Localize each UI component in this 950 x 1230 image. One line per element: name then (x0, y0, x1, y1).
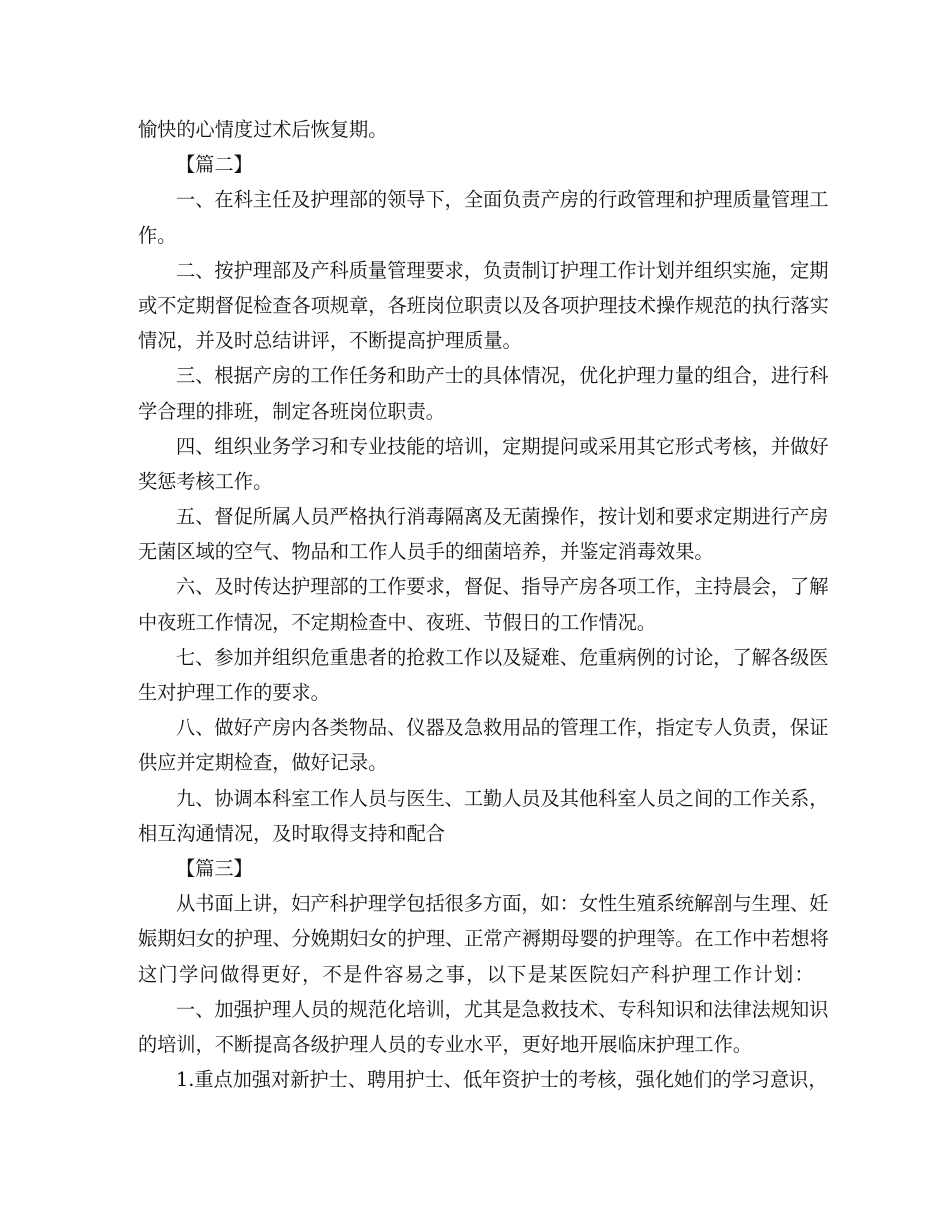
text-line: 五 、 督 促 所 属 人 员 严 格 执 行 消 毒 隔 离 及 无 菌 操 作 ， 按 计 划 和 要 求 定 期 进 行 产 房 (176, 505, 829, 529)
text-line: 七 、 参 加 并 组 织 危 重 患 者 的 抢 救 工 作 以 及 疑 难 、 危 重 病 例 的 讨 论 ， 了 解 各 级 医 (176, 645, 829, 669)
text-line: 【篇二】 (176, 153, 253, 177)
text-line: 四 、 组 织 业 务 学 习 和 专 业 技 能 的 培 训 ， 定 期 提 问 或 采 用 其 它 形 式 考 核 ， 并 做 好 (176, 434, 829, 458)
text-line: 八 、 做 好 产 房 内 各 类 物 品 、 仪 器 及 急 救 用 品 的 管 理 工 作 ， 指 定 专 人 负 责 ， 保 证 (176, 716, 829, 740)
text-line: 这 门 学 问 做 得 更 好 ， 不 是 件 容 易 之 事 ， 以 下 是 某 医 院 妇 产 科 护 理 工 作 计 划 ： (138, 962, 814, 986)
text-line: 二 、 按 护 理 部 及 产 科 质 量 管 理 要 求 ， 负 责 制 订 护 理 工 作 计 划 并 组 织 实 施 ， 定 期 (176, 258, 829, 282)
text-line: 生对护理工作的要求。 (138, 681, 330, 704)
text-line: 中夜班工作情况，不定期检查中、夜班、节假日的工作情况。 (138, 610, 657, 634)
text-line: 娠 期 妇 女 的 护 理 、 分 娩 期 妇 女 的 护 理 、 正 常 产 褥 期 母 婴 的 护 理 等 。 在 工 作 中 若 想 将 (138, 927, 829, 951)
text-line: 六 、 及 时 传 达 护 理 部 的 工 作 要 求 ， 督 促 、 指 导 产 房 各 项 工 作 ， 主 持 晨 会 ， 了 解 (176, 575, 829, 599)
text-line: 愉快的心情度过术后恢复期。 (138, 118, 388, 141)
text-line: 三 、 根 据 产 房 的 工 作 任 务 和 助 产 士 的 具 体 情 况 ， 优 化 护 理 力 量 的 组 合 ， 进 行 科 (176, 364, 829, 388)
text-line: 或 不 定 期 督 促 检 查 各 项 规 章 ， 各 班 岗 位 职 责 以 及 各 项 护 理 技 术 操 作 规 范 的 执 行 落 实 (138, 293, 829, 317)
text-line: 无菌区域的空气、物品和工作人员手的细菌培养，并鉴定消毒效果。 (138, 540, 714, 564)
text-line: 【篇三】 (176, 856, 253, 880)
text-line: 从 书 面 上 讲 ， 妇 产 科 护 理 学 包 括 很 多 方 面 ， 如 ： 女 性 生 殖 系 统 解 剖 与 生 理 、 妊 (176, 892, 829, 916)
text-line: 相互沟通情况，及时取得支持和配合 (138, 821, 445, 845)
text-line: 供应并定期检查，做好记录。 (138, 751, 388, 775)
text-line: 1 . 重 点 加 强 对 新 护 士 、 聘 用 护 士 、 低 年 资 护 士 的 考 核 ， 强 化 她 们 的 学 习 意 识 ， (176, 1068, 828, 1092)
text-line: 一 、 在 科 主 任 及 护 理 部 的 领 导 下 ， 全 面 负 责 产 房 的 行 政 管 理 和 护 理 质 量 管 理 工 (176, 188, 829, 212)
text-line: 一 、 加 强 护 理 人 员 的 规 范 化 培 训 ， 尤 其 是 急 救 技 术 、 专 科 知 识 和 法 律 法 规 知 识 (176, 997, 829, 1021)
text-line: 奖惩考核工作。 (138, 469, 273, 493)
text-line: 作。 (138, 223, 177, 247)
document-page (138, 112, 829, 1097)
text-line: 九 、 协 调 本 科 室 工 作 人 员 与 医 生 、 工 勤 人 员 及 其 他 科 室 人 员 之 间 的 工 作 关 系 ， (176, 786, 829, 810)
text-line: 学合理的排班，制定各班岗位职责。 (138, 399, 445, 423)
text-line: 情况，并及时总结讲评，不断提高护理质量。 (138, 329, 522, 353)
text-line: 的培训，不断提高各级护理人员的专业水平，更好地开展临床护理工作。 (138, 1032, 752, 1056)
